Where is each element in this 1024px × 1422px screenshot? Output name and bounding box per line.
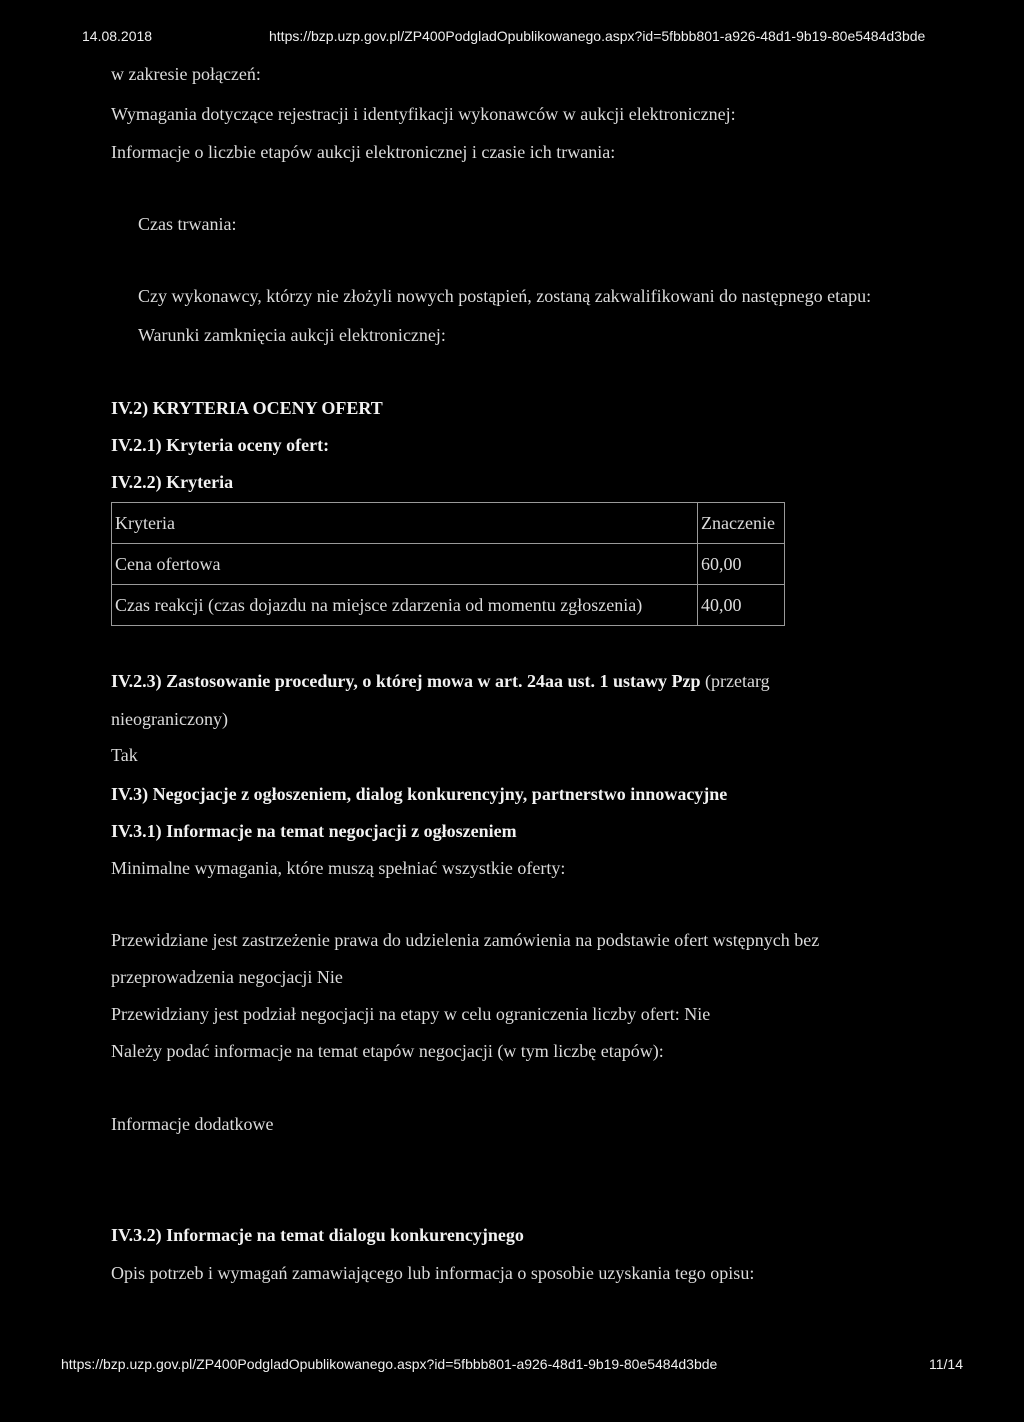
table-cell-weight: 40,00 bbox=[698, 585, 785, 626]
przewidziane-zastrzezenie-line1: Przewidziane jest zastrzeżenie prawa do udzielenia zamówienia na podstawie ofert wstępnych bez bbox=[111, 930, 820, 950]
print-date: 14.08.2018 bbox=[82, 28, 153, 44]
table-row bbox=[112, 544, 785, 585]
section-iv21-heading: IV.2.1) Kryteria oceny ofert: bbox=[111, 435, 330, 455]
podzial-negocjacji-text: Przewidziany jest podział negocjacji na etapy w celu ograniczenia liczby ofert: Nie bbox=[111, 1004, 711, 1024]
table-cell-criterion: Czas reakcji (czas dojazdu na miejsce zdarzenia od momentu zgłoszenia) bbox=[112, 585, 698, 626]
section-iv22-heading: IV.2.2) Kryteria bbox=[111, 472, 234, 492]
footer-url[interactable]: https://bzp.uzp.gov.pl/ZP400PodgladOpublikowanego.aspx?id=5fbbb801-a926-48d1-9b19-80e5484d3bde bbox=[61, 1356, 718, 1372]
czy-wykonawcy-text: Czy wykonawcy, którzy nie złożyli nowych postąpień, zostaną zakwalifikowani do następnego etapu: bbox=[138, 286, 872, 306]
section-iv2-heading: IV.2) KRYTERIA OCENY OFERT bbox=[111, 398, 383, 418]
opis-potrzeb-text: Opis potrzeb i wymagań zamawiającego lub informacja o sposobie uzyskania tego opisu: bbox=[111, 1263, 755, 1283]
minimalne-wymagania-text: Minimalne wymagania, które muszą spełniać wszystkie oferty: bbox=[111, 858, 566, 878]
section-iv23-heading-bold: IV.2.3) Zastosowanie procedury, o której mowa w art. 24aa ust. 1 ustawy Pzp bbox=[111, 671, 701, 691]
wymagania-rejestracji-text: Wymagania dotyczące rejestracji i identyfikacji wykonawców w aukcji elektronicznej: bbox=[111, 104, 736, 124]
przewidziane-zastrzezenie-line2: przeprowadzenia negocjacji Nie bbox=[111, 967, 343, 987]
table-header-kryteria: Kryteria bbox=[112, 503, 698, 544]
czas-trwania-text: Czas trwania: bbox=[138, 214, 237, 234]
warunki-zamkniecia-text: Warunki zamknięcia aukcji elektronicznej: bbox=[138, 325, 446, 345]
table-cell-weight: 60,00 bbox=[698, 544, 785, 585]
table-cell-criterion: Cena ofertowa bbox=[112, 544, 698, 585]
section-iv32-heading: IV.3.2) Informacje na temat dialogu konkurencyjnego bbox=[111, 1225, 524, 1245]
nalezy-podac-text: Należy podać informacje na temat etapów negocjacji (w tym liczbę etapów): bbox=[111, 1041, 664, 1061]
section-iv23-heading bbox=[111, 671, 770, 692]
table-header-znaczenie: Znaczenie bbox=[698, 503, 785, 544]
informacje-etapy-text: Informacje o liczbie etapów aukcji elektronicznej i czasie ich trwania: bbox=[111, 142, 616, 162]
page-number: 11/14 bbox=[929, 1356, 963, 1372]
section-iv31-heading: IV.3.1) Informacje na temat negocjacji z ogłoszeniem bbox=[111, 821, 517, 841]
criteria-table bbox=[111, 502, 785, 626]
section-iv23-heading-rest: (przetarg bbox=[700, 671, 770, 691]
zakres-polaczen-text: w zakresie połączeń: bbox=[111, 64, 261, 84]
informacje-dodatkowe-text: Informacje dodatkowe bbox=[111, 1114, 274, 1134]
table-row bbox=[112, 585, 785, 626]
section-iv23-heading-line2: nieograniczony) bbox=[111, 709, 228, 729]
header-url[interactable]: https://bzp.uzp.gov.pl/ZP400PodgladOpublikowanego.aspx?id=5fbbb801-a926-48d1-9b19-80e5484d3bde bbox=[269, 28, 926, 44]
section-iv3-heading: IV.3) Negocjacje z ogłoszeniem, dialog konkurencyjny, partnerstwo innowacyjne bbox=[111, 784, 728, 804]
table-header-row bbox=[112, 503, 785, 544]
section-iv23-answer: Tak bbox=[111, 745, 138, 765]
